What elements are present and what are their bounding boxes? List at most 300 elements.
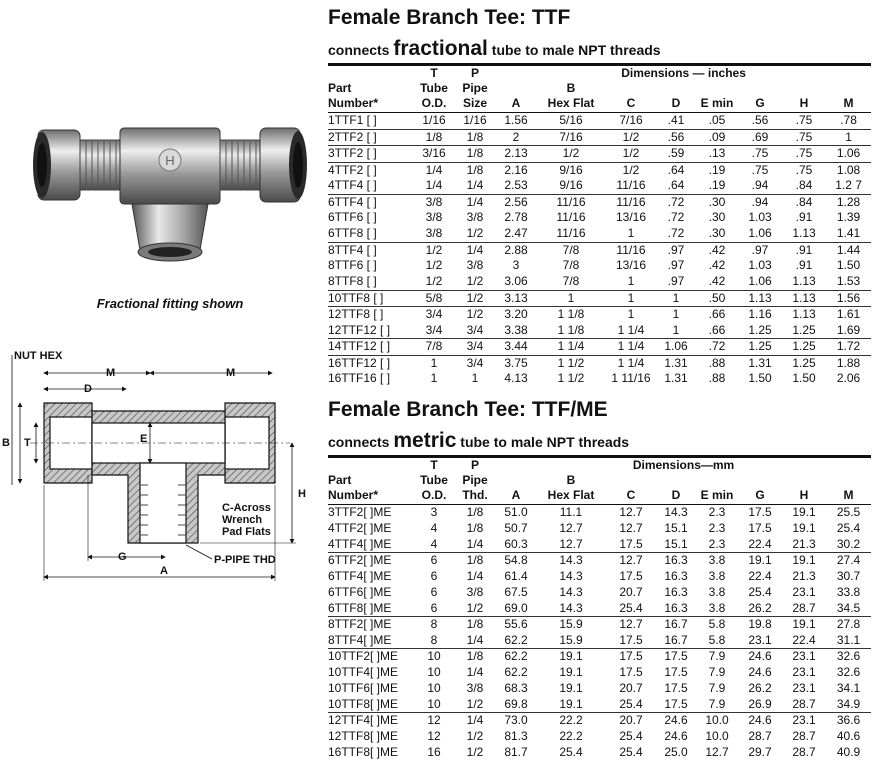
dimension-cell: 1 <box>826 129 871 146</box>
dim-t: T <box>24 437 31 449</box>
dimension-cell: 19.8 <box>748 617 772 631</box>
table-row <box>328 505 871 521</box>
dimension-cell: 1/4 <box>425 162 443 177</box>
dimension-cell: .64 <box>656 178 696 194</box>
dimension-cell: 1 1/2 <box>557 355 585 370</box>
dimension-cell: 25.4 <box>606 697 656 713</box>
dimension-cell: 29.7 <box>748 744 772 759</box>
photo-caption: Fractional fitting shown <box>96 296 244 311</box>
dimension-cell: 6 <box>430 568 438 583</box>
dimension-cell: .56 <box>738 113 782 130</box>
fractional-rows <box>328 113 871 388</box>
part-number-cell: 12TTF8 [ ] <box>328 307 384 321</box>
table-row <box>328 729 871 745</box>
dimension-cell: 5.8 <box>708 617 726 631</box>
dimension-cell: 1 <box>656 323 696 339</box>
dimension-cell: .56 <box>656 129 696 146</box>
part-number-cell: 6TTF4[ ]ME <box>328 568 392 583</box>
dimension-cell: 23.1 <box>792 584 816 599</box>
dimension-cell: 32.6 <box>836 649 861 663</box>
dimension-cell: 2.3 <box>708 520 726 535</box>
wrench-label: Wrench <box>222 514 263 526</box>
dimension-cell: 5/16 <box>536 113 606 130</box>
dimension-cell: 55.6 <box>504 617 528 631</box>
dimension-cell: 1/2 <box>454 274 496 290</box>
part-number-cell: 8TTF4[ ]ME <box>328 633 414 649</box>
dimension-cell: 4 <box>414 537 454 553</box>
part-number-cell: 14TTF12 [ ] <box>328 339 414 356</box>
dimension-cell: 21.3 <box>782 537 826 553</box>
dimension-cell: 14.3 <box>664 505 688 519</box>
dimension-cell: .50 <box>696 290 738 307</box>
dimension-cell: 62.2 <box>504 664 528 679</box>
dimension-cell: 26.2 <box>748 680 772 695</box>
dimension-cell: 10 <box>427 649 441 663</box>
dimension-cell: 30.2 <box>826 537 871 553</box>
table-row <box>328 745 871 761</box>
dimension-cell: 14.3 <box>559 568 583 583</box>
dimension-cell: 16 <box>427 744 441 759</box>
dimension-cell: 9/16 <box>536 178 606 194</box>
dimension-cell: 1.25 <box>792 355 816 370</box>
dimension-cell: 34.9 <box>826 697 871 713</box>
dimension-cell: 1.16 <box>748 307 772 321</box>
dimension-cell: .91 <box>795 210 813 225</box>
dimension-cell: 11/16 <box>616 194 646 209</box>
table-row <box>328 553 871 569</box>
dimension-cell: 25.5 <box>836 505 861 519</box>
dimension-cell: 1/4 <box>466 194 484 209</box>
dimension-cell: 1 1/4 <box>606 339 656 356</box>
dimension-cell: 1.25 <box>782 323 826 339</box>
part-number-cell: 6TTF8[ ]ME <box>328 601 414 617</box>
dimension-cell: 1/2 <box>536 146 606 163</box>
dimension-cell: 16.3 <box>664 553 688 567</box>
dimension-cell: 15.9 <box>559 617 583 631</box>
dimension-cell: 22.2 <box>559 713 583 727</box>
dimension-cell: 1/8 <box>454 129 496 146</box>
dimension-cell: 27.4 <box>836 553 861 567</box>
dimension-cell: 69.8 <box>496 697 536 713</box>
dimension-cell: 28.7 <box>792 728 816 743</box>
dimension-cell: 12.7 <box>619 617 643 631</box>
dimension-cell: 32.6 <box>836 664 861 679</box>
dimension-cell: 1.31 <box>664 355 688 370</box>
dimension-cell: 7.9 <box>708 680 726 695</box>
dimension-cell: 17.5 <box>619 664 643 679</box>
dimension-cell: 25.4 <box>836 520 861 535</box>
dimension-cell: .88 <box>708 371 726 386</box>
dimension-cell: .42 <box>708 242 726 257</box>
dimension-cell: .41 <box>656 113 696 130</box>
part-number-cell: 2TTF2 [ ] <box>328 129 414 146</box>
dimension-cell: 1.56 <box>826 290 871 307</box>
dimension-cell: 17.5 <box>664 649 688 663</box>
dimension-cell: 5/8 <box>414 290 454 307</box>
dimension-cell: 24.6 <box>664 713 688 727</box>
dimension-cell: 81.7 <box>504 744 528 759</box>
dimension-cell: 1.25 <box>738 323 782 339</box>
dimension-cell: .75 <box>782 146 826 163</box>
metric-title: Female Branch Tee: TTF/ME <box>328 398 608 421</box>
dims-header: Dimensions — inches <box>621 66 746 80</box>
dimension-cell: 1 1/8 <box>557 307 585 321</box>
dimension-cell: 1.56 <box>496 113 536 130</box>
dimension-cell: 3/4 <box>414 323 454 339</box>
dimension-cell: 1/2 <box>454 601 496 617</box>
dimension-cell: 10 <box>427 680 441 695</box>
dimension-cell: 2.88 <box>504 242 528 257</box>
dimension-cell: 3/8 <box>466 584 484 599</box>
dimension-cell: .91 <box>795 242 813 257</box>
table-row <box>328 290 871 307</box>
dimension-cell: 30.7 <box>836 568 861 583</box>
part-number-cell: 10TTF6[ ]ME <box>328 680 399 695</box>
nut-hex-label: NUT HEX <box>14 350 63 362</box>
dim-e: E <box>140 433 148 445</box>
dimension-cell: 20.7 <box>619 584 643 599</box>
dimension-cell: 17.5 <box>606 537 656 553</box>
dimension-cell: 2.3 <box>696 537 738 553</box>
dimension-cell: 19.1 <box>559 680 583 695</box>
dimension-cell: 10 <box>414 697 454 713</box>
dimension-cell: 3/8 <box>466 680 484 695</box>
dimension-cell: 1.50 <box>792 371 816 386</box>
dimension-cell: 11/16 <box>556 194 586 209</box>
dimension-cell: 67.5 <box>504 584 528 599</box>
dimension-cell: 1.44 <box>836 242 861 257</box>
dimension-cell: 1 1/4 <box>606 323 656 339</box>
part-number-cell: 8TTF6 [ ] <box>328 258 377 273</box>
dimension-cell: 1/2 <box>454 226 496 242</box>
dimension-cell: 51.0 <box>504 505 528 519</box>
dimension-cell: 21.3 <box>792 568 816 583</box>
dimension-cell: 3/4 <box>466 355 484 370</box>
dimension-cell: 11/16 <box>606 178 656 194</box>
dims-header: Dimensions—mm <box>632 458 735 472</box>
dimension-cell: .75 <box>738 146 782 163</box>
table-row <box>328 601 871 617</box>
dimension-cell: 11.1 <box>559 505 583 519</box>
part-number-cell: 16TTF8[ ]ME <box>328 744 399 759</box>
table-row <box>328 569 871 585</box>
dimension-cell: 12 <box>427 728 441 743</box>
dimension-cell: .09 <box>696 129 738 146</box>
table-row <box>328 178 871 194</box>
dimension-cell: 1/4 <box>414 178 454 194</box>
dimension-cell: 73.0 <box>504 713 528 727</box>
table-row <box>328 355 871 371</box>
dimension-cell: 12.7 <box>705 744 729 759</box>
part-number-cell: 6TTF4 [ ] <box>328 194 377 209</box>
dimension-cell: 4 <box>430 520 438 535</box>
dimension-cell: 1.06 <box>738 274 782 290</box>
dimension-cell: 2.13 <box>496 146 536 163</box>
table-row <box>328 162 871 178</box>
dimension-cell: 2.3 <box>708 505 726 519</box>
dimension-cell: 3/4 <box>454 339 496 356</box>
dimension-cell: 1/2 <box>466 744 484 759</box>
dimension-cell: 1.72 <box>826 339 871 356</box>
dimension-cell: 1 <box>606 226 656 242</box>
dim-d: D <box>84 383 92 395</box>
dimension-cell: 1 <box>656 290 696 307</box>
dimension-cell: 11/16 <box>556 210 586 225</box>
dimension-cell: 25.4 <box>606 601 656 617</box>
dimension-cell: 1/2 <box>622 162 640 177</box>
table-row <box>328 697 871 713</box>
dimension-cell: 3.8 <box>708 568 726 583</box>
dimension-cell: 3.8 <box>708 553 726 567</box>
table-row <box>328 521 871 537</box>
dimension-cell: 17.5 <box>619 649 643 663</box>
dimension-cell: .97 <box>667 242 685 257</box>
dimension-cell: 3/8 <box>466 258 484 273</box>
dimension-cell: 3.44 <box>496 339 536 356</box>
dimension-cell: .75 <box>795 162 813 177</box>
dimension-cell: 62.2 <box>504 649 528 663</box>
dimension-cell: 1.25 <box>738 339 782 356</box>
dimension-cell: 1.28 <box>836 194 861 209</box>
dimension-cell: 27.8 <box>836 617 861 631</box>
dimension-cell: 3.06 <box>496 274 536 290</box>
dimension-cell: 17.5 <box>656 697 696 713</box>
dimension-cell: 3/4 <box>425 307 443 321</box>
dimension-cell: 8 <box>414 633 454 649</box>
dim-b: B <box>2 437 10 449</box>
part-number-cell: 4TTF4 [ ] <box>328 178 414 194</box>
dimension-cell: 1 1/4 <box>617 355 645 370</box>
dimension-cell: 4.13 <box>504 371 528 386</box>
dimension-cell: 23.1 <box>792 680 816 695</box>
dimension-cell: 7/8 <box>414 339 454 356</box>
dimension-cell: 1 <box>606 290 656 307</box>
dimension-cell: 12.7 <box>536 537 606 553</box>
dimension-cell: 15.9 <box>536 633 606 649</box>
dimension-cell: 60.3 <box>496 537 536 553</box>
dimension-cell: 50.7 <box>504 520 528 535</box>
dimension-cell: 81.3 <box>504 728 528 743</box>
pad-flats-label: Pad Flats <box>222 526 271 538</box>
dimension-cell: 1.88 <box>836 355 861 370</box>
dimension-cell: 1/2 <box>606 146 656 163</box>
dimension-cell: 1/8 <box>466 649 484 663</box>
dimension-cell: 3/8 <box>466 210 484 225</box>
dimension-cell: 1 <box>627 307 635 321</box>
dimension-cell: 19.1 <box>792 617 816 631</box>
dimension-cell: .97 <box>667 258 685 273</box>
dimension-cell: 61.4 <box>504 568 528 583</box>
dimension-cell: 1.13 <box>782 226 826 242</box>
dimension-cell: 1 1/4 <box>536 339 606 356</box>
dimension-cell: 1.50 <box>748 371 772 386</box>
dimension-cell: 1 1/8 <box>536 323 606 339</box>
dimension-cell: 23.1 <box>738 633 782 649</box>
dimension-cell: 19.1 <box>792 505 816 519</box>
dimension-cell: .30 <box>708 194 726 209</box>
dimension-cell: 16.3 <box>664 584 688 599</box>
dimension-cell: 1.03 <box>748 210 772 225</box>
metric-rows <box>328 505 871 761</box>
dimension-cell: 3.20 <box>504 307 528 321</box>
dimension-cell: 16.7 <box>664 617 688 631</box>
dimension-cell: 1/2 <box>466 307 484 321</box>
dimension-cell: 16.3 <box>656 601 696 617</box>
dimension-cell: 14.3 <box>559 584 583 599</box>
table-row <box>328 274 871 290</box>
part-number-cell: 4TTF2[ ]ME <box>328 520 392 535</box>
dimension-cell: 13/16 <box>615 258 647 273</box>
dimension-cell: 19.1 <box>792 553 816 567</box>
dimension-cell: 23.1 <box>792 664 816 679</box>
dimension-cell: 14.3 <box>536 601 606 617</box>
dimension-cell: 1.61 <box>836 307 861 321</box>
dimension-cell: 1.08 <box>836 162 861 177</box>
dimension-cell: 12.7 <box>619 553 643 567</box>
dimension-cell: .69 <box>738 129 782 146</box>
dimension-cell: .19 <box>708 162 726 177</box>
part-number-cell: 6TTF2[ ]ME <box>328 553 392 567</box>
dimension-cell: 1.50 <box>836 258 861 273</box>
dimension-cell: 19.1 <box>559 664 583 679</box>
dimension-cell: 17.5 <box>748 505 772 519</box>
dimension-cell: 12.7 <box>619 505 643 519</box>
table-row <box>328 713 871 729</box>
dimension-cell: 1/2 <box>466 728 484 743</box>
table-row <box>328 371 871 387</box>
dimension-cell: 1/2 <box>414 274 454 290</box>
part-number-cell: 1TTF1 [ ] <box>328 113 414 130</box>
dimension-cell: .13 <box>696 146 738 163</box>
dimension-cell: 10 <box>427 664 441 679</box>
fitting-photo <box>20 100 320 280</box>
dimension-cell: 17.5 <box>619 568 643 583</box>
part-number-cell: 8TTF4 [ ] <box>328 242 377 257</box>
dimension-cell: 1/2 <box>606 129 656 146</box>
dimension-drawing <box>0 345 320 590</box>
table-row <box>328 681 871 697</box>
part-number-cell: 12TTF4[ ]ME <box>328 713 399 727</box>
dimension-cell: 28.7 <box>782 697 826 713</box>
dimension-cell: 1.13 <box>782 290 826 307</box>
dimension-cell: 1.41 <box>826 226 871 242</box>
dimension-cell: .94 <box>738 178 782 194</box>
dimension-cell: 7.9 <box>696 697 738 713</box>
dimension-cell: 1.13 <box>782 274 826 290</box>
dimension-cell: 26.9 <box>738 697 782 713</box>
dim-h: H <box>298 488 306 500</box>
part-number-cell: 6TTF6[ ]ME <box>328 584 392 599</box>
dimension-cell: 7/8 <box>562 242 580 257</box>
dimension-cell: 1.25 <box>782 339 826 356</box>
dimension-cell: 1.03 <box>748 258 772 273</box>
dimension-cell: 1/8 <box>466 520 484 535</box>
part-number-cell: 12TTF12 [ ] <box>328 323 414 339</box>
dimension-cell: 23.1 <box>792 713 816 727</box>
table-row <box>328 146 871 163</box>
dimension-cell: 20.7 <box>619 680 643 695</box>
metric-section <box>328 398 871 761</box>
dimension-cell: .75 <box>751 162 769 177</box>
dimension-cell: 1 1/2 <box>557 371 585 386</box>
part-number-cell: 6TTF8 [ ] <box>328 226 414 242</box>
dimension-cell: 24.6 <box>748 664 772 679</box>
fractional-section <box>328 6 871 387</box>
dimension-cell: .30 <box>696 226 738 242</box>
dimension-cell: 3.8 <box>708 584 726 599</box>
c-across-label: C-Across <box>222 502 271 514</box>
dimension-cell: 8 <box>430 617 438 631</box>
dimension-cell: 1/4 <box>466 713 484 727</box>
dimension-cell: .84 <box>782 178 826 194</box>
dimension-cell: 12 <box>427 713 441 727</box>
dimension-cell: 3.38 <box>496 323 536 339</box>
dimension-cell: 1/8 <box>454 146 496 163</box>
dimension-cell: 36.6 <box>836 713 861 727</box>
dimension-cell: 3/8 <box>425 210 443 225</box>
dimension-cell: 7/8 <box>562 258 580 273</box>
dimension-cell: 12.7 <box>559 520 583 535</box>
dimension-cell: 6 <box>430 553 438 567</box>
part-number-cell: 10TTF2[ ]ME <box>328 649 399 663</box>
table-row <box>328 617 871 633</box>
dimension-cell: .88 <box>708 355 726 370</box>
dimension-cell: 1/4 <box>454 178 496 194</box>
dimension-cell: 14.3 <box>559 553 583 567</box>
dimension-cell: 10.0 <box>705 728 729 743</box>
dimension-cell: .75 <box>782 113 826 130</box>
dimension-cell: .94 <box>751 194 769 209</box>
dimension-cell: 1.13 <box>792 307 816 321</box>
part-number-cell: 8TTF8 [ ] <box>328 274 414 290</box>
dimension-cell: 7/16 <box>536 129 606 146</box>
dimension-cell: .42 <box>708 258 726 273</box>
table-row <box>328 537 871 553</box>
dimension-cell: 3 <box>430 505 438 519</box>
dimension-cell: 17.5 <box>664 680 688 695</box>
dimension-cell: 25.4 <box>748 584 772 599</box>
dimension-cell: 28.7 <box>792 744 816 759</box>
dimension-cell: 1.13 <box>738 290 782 307</box>
dimension-cell: 3.8 <box>696 601 738 617</box>
dimension-cell: 22.2 <box>559 728 583 743</box>
dimension-cell: 28.7 <box>782 601 826 617</box>
dimension-cell: .72 <box>667 194 685 209</box>
table-row <box>328 194 871 210</box>
dimension-cell: 16.7 <box>656 633 696 649</box>
part-number-cell: 3TTF2 [ ] <box>328 146 414 163</box>
dimension-cell: 19.1 <box>792 520 816 535</box>
dimension-cell: 25.4 <box>559 744 583 759</box>
table-row <box>328 113 871 130</box>
dimension-cell: .66 <box>708 307 726 321</box>
table-row <box>328 665 871 681</box>
dimension-cell: 7.9 <box>708 664 726 679</box>
dimension-cell: 1/8 <box>466 617 484 631</box>
fractional-subtitle: connects fractional tube to male NPT threads <box>328 37 661 60</box>
table-row <box>328 258 871 274</box>
dimension-cell: 1.31 <box>748 355 772 370</box>
dimension-cell: 19.1 <box>536 697 606 713</box>
dimension-cell: 69.0 <box>496 601 536 617</box>
table-row <box>328 242 871 258</box>
dimension-cell: 1/8 <box>414 129 454 146</box>
pipe-thd-label: P-PIPE THD <box>214 554 276 566</box>
part-number-cell: 10TTF8 [ ] <box>328 290 414 307</box>
dimension-cell: 33.8 <box>836 584 861 599</box>
fractional-title: Female Branch Tee: TTF <box>328 6 571 29</box>
part-number-cell: 8TTF2[ ]ME <box>328 617 392 631</box>
